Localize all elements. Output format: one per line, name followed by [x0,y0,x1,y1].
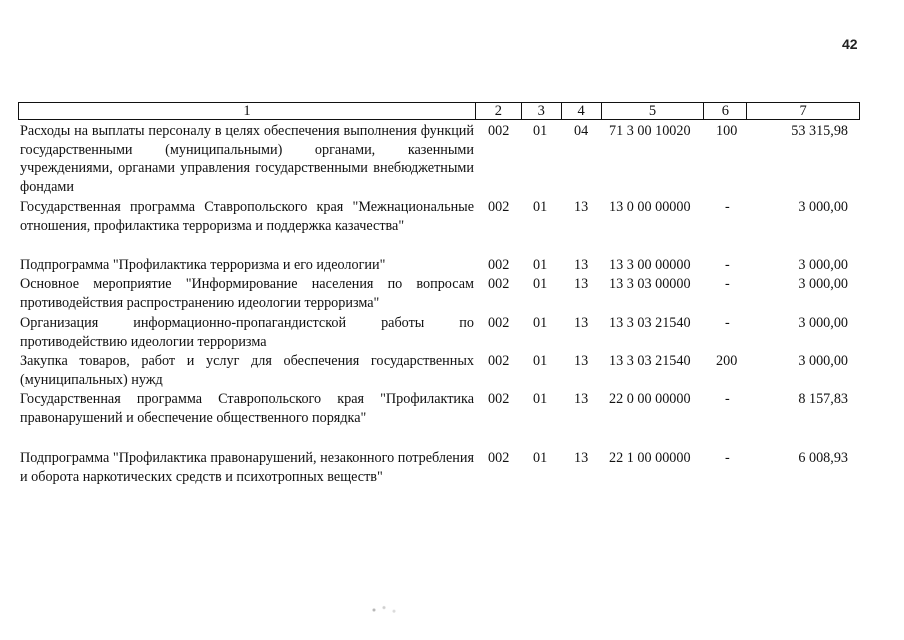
row-amount: 3 000,00 [798,353,848,369]
row-code-expense-type: - [725,257,730,273]
header-col-3: 3 [522,103,562,119]
header-col-6: 6 [704,103,747,119]
header-col-4: 4 [562,103,602,119]
row-amount: 8 157,83 [798,391,848,407]
row-code-expense-type: - [725,450,730,466]
row-code-target: 22 0 00 00000 [609,391,691,407]
row-code-section: 01 [533,123,548,139]
row-code-subsection: 13 [574,199,589,215]
page-number: 42 [842,36,858,52]
row-code-subsection: 13 [574,450,589,466]
row-code-section: 01 [533,353,548,369]
row-code-target: 13 3 00 00000 [609,257,691,273]
row-code-subsection: 13 [574,391,589,407]
row-amount: 3 000,00 [798,315,848,331]
row-code-admin: 002 [488,353,510,369]
scan-artifact [366,604,406,616]
row-code-admin: 002 [488,123,510,139]
row-code-section: 01 [533,199,548,215]
row-code-target: 71 3 00 10020 [609,123,691,139]
row-code-admin: 002 [488,276,510,292]
row-code-subsection: 13 [574,276,589,292]
row-code-target: 22 1 00 00000 [609,450,691,466]
header-col-7: 7 [799,103,807,119]
row-code-admin: 002 [488,199,510,215]
row-code-target: 13 3 03 00000 [609,276,691,292]
row-code-subsection: 04 [574,123,589,139]
row-description: Подпрограмма "Профилактика правонарушений, незаконного потребления и оборота наркотических средств и психотропных веществ" [20,450,474,485]
row-code-expense-type: - [725,391,730,407]
row-amount: 3 000,00 [798,257,848,273]
row-code-expense-type: - [725,199,730,215]
row-code-admin: 002 [488,315,510,331]
row-code-target: 13 3 03 21540 [609,353,691,369]
row-description: Закупка товаров, работ и услуг для обеспечения государственных (муниципальных) нужд [20,353,474,388]
header-col-2: 2 [476,103,522,119]
row-description: Государственная программа Ставропольского края "Профилактика правонарушений и обеспечение общественного порядка" [20,391,474,426]
row-code-expense-type: 100 [716,123,738,139]
header-col-5: 5 [602,103,705,119]
row-amount: 3 000,00 [798,199,848,215]
row-code-expense-type: - [725,276,730,292]
row-code-target: 13 0 00 00000 [609,199,691,215]
row-code-subsection: 13 [574,257,589,273]
row-code-subsection: 13 [574,315,589,331]
table-header [18,102,860,120]
row-description: Расходы на выплаты персоналу в целях обеспечения выполнения функций государственными (муниципальными) органами, казенными учреждениями, органами управления государственными внебюджетными фондами [20,123,474,195]
row-code-section: 01 [533,257,548,273]
row-description: Подпрограмма "Профилактика терроризма и его идеологии" [20,257,386,273]
row-code-section: 01 [533,391,548,407]
row-amount: 53 315,98 [791,123,848,139]
row-code-expense-type: - [725,315,730,331]
row-code-section: 01 [533,315,548,331]
row-code-section: 01 [533,450,548,466]
row-description: Организация информационно-пропагандистской работы по противодействию идеологии терроризма [20,315,474,350]
row-code-admin: 002 [488,450,510,466]
row-code-expense-type: 200 [716,353,738,369]
row-description: Основное мероприятие "Информирование населения по вопросам противодействия распространению идеологии терроризма" [20,276,474,311]
header-col-1: 1 [19,103,476,119]
row-description: Государственная программа Ставропольского края "Межнациональные отношения, профилактика терроризма и поддержка казачества" [20,199,474,234]
row-code-subsection: 13 [574,353,589,369]
row-amount: 3 000,00 [798,276,848,292]
row-code-admin: 002 [488,257,510,273]
row-amount: 6 008,93 [798,450,848,466]
row-code-section: 01 [533,276,548,292]
row-code-admin: 002 [488,391,510,407]
row-code-target: 13 3 03 21540 [609,315,691,331]
